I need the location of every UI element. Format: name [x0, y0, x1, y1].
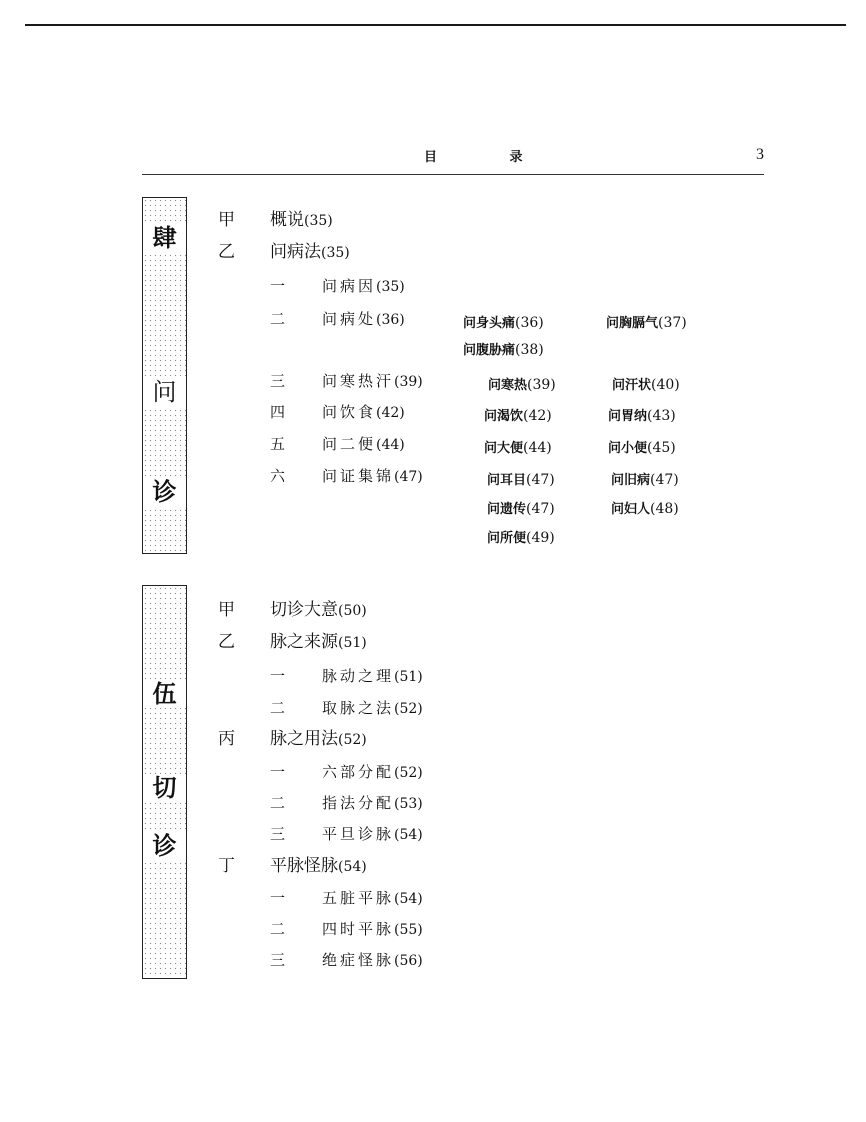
entry-page: (39)	[394, 374, 423, 390]
entry-page: (35)	[304, 213, 333, 229]
section-char: 诊	[143, 478, 186, 506]
entry-page: (42)	[376, 405, 405, 421]
running-head	[142, 146, 764, 168]
entry-title: 平脉怪脉	[270, 856, 338, 876]
entry-page: (54)	[338, 859, 367, 875]
toc-sub-entry[interactable]: 问妇人(48)	[611, 501, 679, 517]
toc-sub-entry[interactable]: 问汗状(40)	[612, 377, 680, 393]
entry-title: 六部分配	[322, 763, 395, 781]
section-char: 伍	[143, 680, 186, 708]
section-char: 诊	[143, 832, 186, 860]
entry-title: 概说	[270, 210, 304, 230]
entry-title: 四时平脉	[322, 920, 395, 938]
entry-page: (50)	[338, 603, 367, 619]
entry-title: 问病因	[322, 277, 377, 295]
entry-title: 平旦诊脉	[322, 825, 395, 843]
entry-mark: 二	[270, 920, 286, 938]
entry-mark: 三	[270, 825, 286, 843]
entry-mark: 二	[270, 310, 286, 328]
entry-title: 问证集锦	[322, 467, 395, 485]
entry-page: (54)	[394, 827, 423, 843]
entry-title: 问病法	[270, 242, 321, 262]
entry-title: 脉动之理	[322, 667, 395, 685]
entry-mark: 乙	[218, 242, 235, 262]
toc-sub-entry[interactable]: 问身头痛(36)	[463, 315, 544, 331]
entry-title: 问饮食	[322, 403, 377, 421]
entry-title: 问二便	[322, 435, 377, 453]
entry-page: (56)	[394, 953, 423, 969]
entry-page: (55)	[394, 922, 423, 938]
entry-title: 问病处	[322, 310, 377, 328]
entry-mark: 二	[270, 794, 286, 812]
entry-mark: 三	[270, 951, 286, 969]
entry-title: 问寒热汗	[322, 372, 395, 390]
running-head-title: 目 录	[424, 150, 557, 165]
entry-mark: 四	[270, 403, 286, 421]
entry-title: 取脉之法	[322, 699, 395, 717]
section-label-box-wenzhen	[142, 197, 187, 554]
entry-page: (35)	[376, 279, 405, 295]
entry-mark: 六	[270, 467, 286, 485]
toc-sub-entry[interactable]: 问所便(49)	[487, 530, 555, 546]
entry-title: 切诊大意	[270, 600, 338, 620]
entry-title: 脉之用法	[270, 729, 338, 749]
header-rule	[142, 174, 764, 175]
entry-mark: 乙	[218, 632, 235, 652]
entry-page: (52)	[338, 732, 367, 748]
section-char: 问	[143, 378, 186, 406]
page-number: 3	[756, 146, 764, 163]
toc-sub-entry[interactable]: 问胸膈气(37)	[606, 315, 687, 331]
section-char: 肆	[143, 224, 186, 252]
entry-mark: 一	[270, 889, 286, 907]
entry-page: (51)	[394, 669, 423, 685]
entry-page: (52)	[394, 701, 423, 717]
entry-mark: 二	[270, 699, 286, 717]
toc-sub-entry[interactable]: 问大便(44)	[484, 440, 552, 456]
section-label-box-qiezhen	[142, 585, 187, 979]
toc-sub-entry[interactable]: 问寒热(39)	[488, 377, 556, 393]
entry-page: (54)	[394, 891, 423, 907]
toc-sub-entry[interactable]: 问腹胁痛(38)	[463, 342, 544, 358]
entry-title: 绝症怪脉	[322, 951, 395, 969]
entry-page: (51)	[338, 635, 367, 651]
top-rule	[25, 24, 846, 26]
entry-page: (52)	[394, 765, 423, 781]
entry-mark: 甲	[218, 600, 235, 620]
section-char: 切	[143, 774, 186, 802]
entry-title: 指法分配	[322, 794, 395, 812]
entry-page: (44)	[376, 437, 405, 453]
entry-page: (53)	[394, 796, 423, 812]
toc-sub-entry[interactable]: 问胃纳(43)	[608, 408, 676, 424]
toc-sub-entry[interactable]: 问遗传(47)	[487, 501, 555, 517]
entry-page: (47)	[394, 469, 423, 485]
entry-mark: 三	[270, 372, 286, 390]
toc-sub-entry[interactable]: 问耳目(47)	[487, 472, 555, 488]
entry-title: 脉之来源	[270, 632, 338, 652]
toc-sub-entry[interactable]: 问旧病(47)	[611, 472, 679, 488]
entry-mark: 一	[270, 763, 286, 781]
entry-mark: 五	[270, 435, 286, 453]
toc-sub-entry[interactable]: 问渴饮(42)	[484, 408, 552, 424]
entry-mark: 一	[270, 277, 286, 295]
entry-page: (35)	[321, 245, 350, 261]
entry-mark: 甲	[218, 210, 235, 230]
entry-mark: 一	[270, 667, 286, 685]
entry-page: (36)	[376, 312, 405, 328]
entry-title: 五脏平脉	[322, 889, 395, 907]
entry-mark: 丁	[218, 856, 235, 876]
entry-mark: 丙	[218, 729, 235, 749]
toc-sub-entry[interactable]: 问小便(45)	[608, 440, 676, 456]
